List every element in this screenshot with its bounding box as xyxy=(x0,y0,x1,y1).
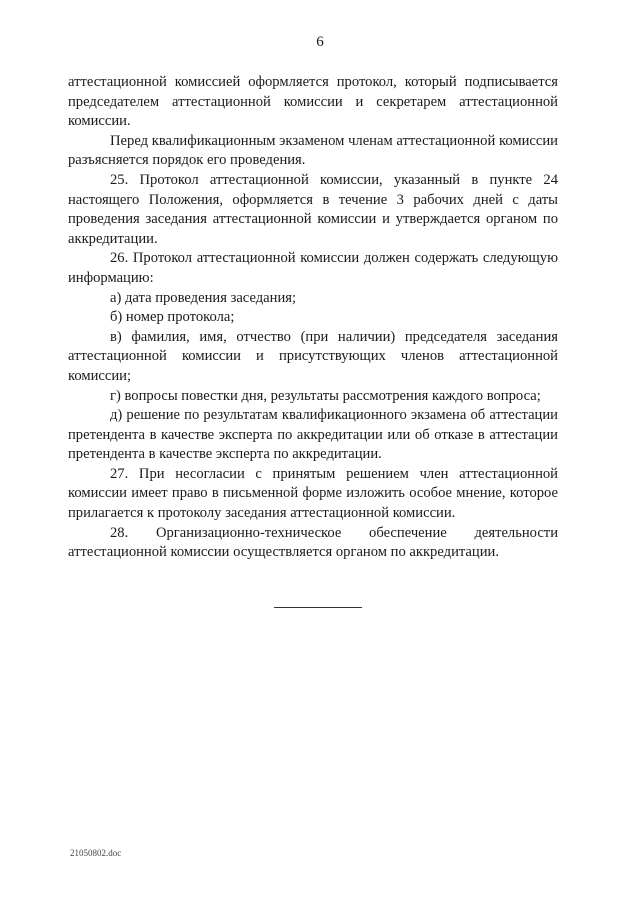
list-item-d: д) решение по результатам квалификационного экзамена об аттестации претендента в качестве эксперта по аккредитации или об отказе в аттестации претендента в качестве эксперта по аккредитации. xyxy=(68,407,558,463)
paragraph-continuation: аттестационной комиссией оформляется протокол, который подписывается председателем аттестационной комиссии и секретарем аттестационной комиссии. xyxy=(68,74,558,130)
end-separator-line xyxy=(274,607,362,608)
list-item-a: а) дата проведения заседания; xyxy=(110,289,297,306)
paragraph-clause-27: 27. При несогласии с принятым решением член аттестационной комиссии имеет право в письменной форме изложить особое мнение, которое прилагается к протоколу заседания аттестационной комиссии. xyxy=(68,465,558,522)
paragraph-clause-26: 26. Протокол аттестационной комиссии должен содержать следующую информацию: xyxy=(68,250,558,286)
footer-file-id: 21050802.doc xyxy=(70,848,122,858)
document-body xyxy=(68,73,558,563)
page-number: 6 xyxy=(316,34,324,50)
paragraph-clause-25: 25. Протокол аттестационной комиссии, указанный в пункте 24 настоящего Положения, оформляется в течение 3 рабочих дней с даты проведения заседания аттестационной комиссии и утверждается органом по аккредитации. xyxy=(68,171,558,247)
list-item-v: в) фамилия, имя, отчество (при наличии) председателя заседания аттестационной комиссии и присутствующих членов аттестационной комиссии; xyxy=(68,328,558,384)
paragraph-exam-procedure: Перед квалификационным экзаменом членам аттестационной комиссии разъясняется порядок его проведения. xyxy=(68,132,558,169)
paragraph-clause-28: 28. Организационно-техническое обеспечение деятельности аттестационной комиссии осуществляется органом по аккредитации. xyxy=(68,524,558,561)
list-item-g: г) вопросы повестки дня, результаты рассмотрения каждого вопроса; xyxy=(110,387,541,404)
list-item-b: б) номер протокола; xyxy=(110,309,235,326)
